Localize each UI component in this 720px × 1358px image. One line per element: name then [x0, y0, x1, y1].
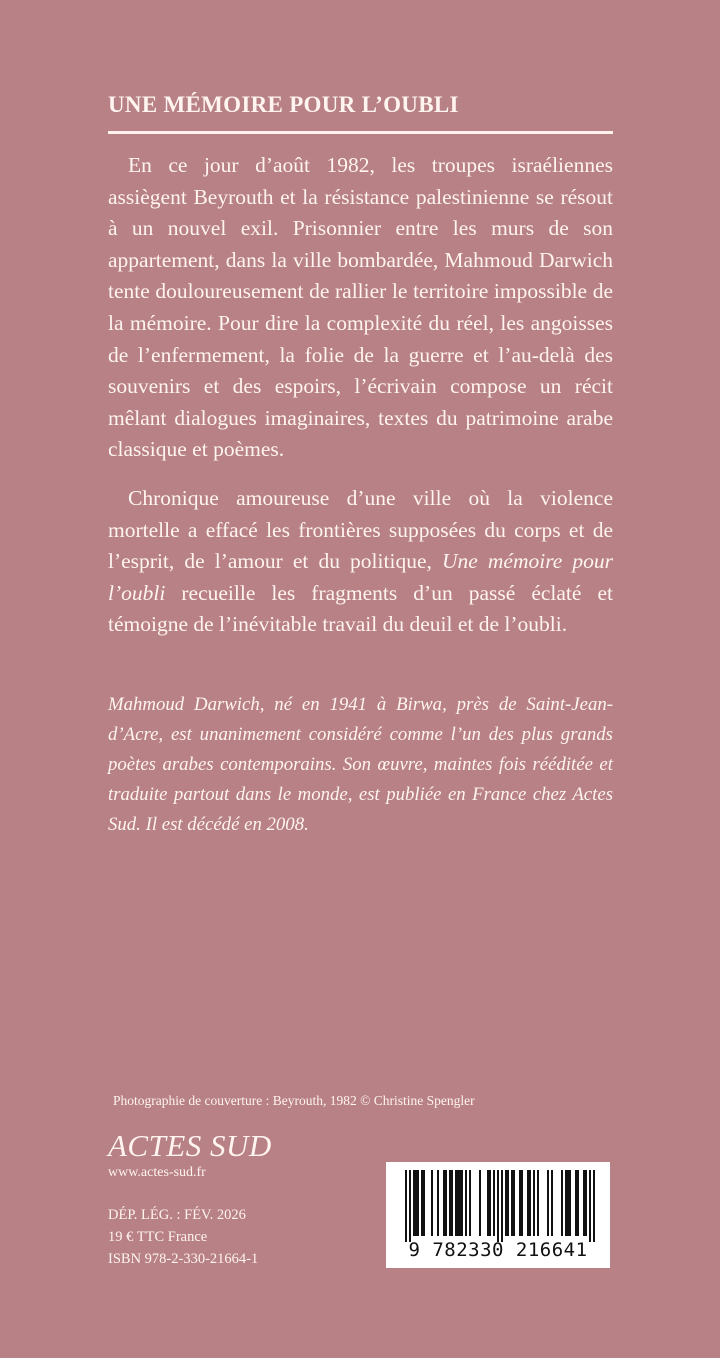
barcode-bar [459, 1170, 461, 1236]
barcode-bar [537, 1170, 539, 1236]
barcode-bar [417, 1170, 419, 1236]
barcode [386, 1162, 610, 1268]
barcode-bar [451, 1170, 453, 1236]
barcode-bar [479, 1170, 481, 1236]
summary-paragraph-2-end: recueille les fragments d’un passé éclaté et témoigne de l’inévitable travail du deuil et de l’oubli. [108, 580, 613, 637]
barcode-bar [505, 1170, 507, 1236]
barcode-bar [501, 1170, 503, 1242]
barcode-digits: 9 782330 216641 [408, 1239, 588, 1261]
barcode-bar [567, 1170, 569, 1236]
barcode-bar [423, 1170, 425, 1236]
barcode-bar [527, 1170, 529, 1236]
barcode-bar [511, 1170, 513, 1236]
barcode-bar [497, 1170, 499, 1242]
barcode-bar [561, 1170, 563, 1236]
barcode-bar [565, 1170, 567, 1236]
photo-credit: Photographie de couverture : Beyrouth, 1982 © Christine Spengler [113, 1093, 475, 1108]
barcode-bar [493, 1170, 495, 1236]
author-bio: Mahmoud Darwich, né en 1941 à Birwa, près de Saint-Jean-d’Acre, est unanimement considéré comme l’un des plus grands poètes arabes contemporains. Son œuvre, maintes fois rééditée et traduite partout dans le monde, est publiée en France chez Actes Sud. Il est décédé en 2008. [108, 694, 613, 835]
barcode-bar [421, 1170, 423, 1236]
barcode-bar [457, 1170, 459, 1236]
barcode-bar [577, 1170, 579, 1236]
title-divider [108, 131, 613, 134]
barcode-bar [449, 1170, 451, 1236]
barcode-bar [551, 1170, 553, 1236]
barcode-bar [575, 1170, 577, 1236]
barcode-bar [521, 1170, 523, 1236]
barcode-bar [513, 1170, 515, 1236]
summary-paragraph-2-title: Une mémoire pour l’oubli [108, 549, 614, 605]
barcode-bar [533, 1170, 535, 1236]
barcode-bar [409, 1170, 411, 1242]
barcode-bar [437, 1170, 439, 1236]
barcode-bar [519, 1170, 521, 1236]
barcode-bar [547, 1170, 549, 1236]
barcode-bar [569, 1170, 571, 1236]
barcode-bar [469, 1170, 471, 1236]
barcode-bar [487, 1170, 489, 1236]
barcode-bar [455, 1170, 457, 1236]
barcode-bar [583, 1170, 585, 1236]
barcode-bar [489, 1170, 491, 1236]
barcode-bar [413, 1170, 415, 1236]
barcode-bar [593, 1170, 595, 1242]
publisher-logo: ACTES SUD [108, 1128, 272, 1163]
legal-deposit: DÉP. LÉG. : FÉV. 2026 [108, 1207, 246, 1223]
barcode-bar [461, 1170, 463, 1236]
barcode-bar [443, 1170, 445, 1236]
publisher-website: www.actes-sud.fr [108, 1165, 206, 1180]
barcode-bar [445, 1170, 447, 1236]
barcode-bar [589, 1170, 591, 1242]
barcode-bar [405, 1170, 407, 1242]
barcode-bar [529, 1170, 531, 1236]
book-title: UNE MÉMOIRE POUR L’OUBLI [108, 92, 459, 117]
summary-paragraph-2-start: Chronique amoureuse d’une ville où la violence mortelle a effacé les frontières supposées du corps et de l’esprit, de l’amour et du politique, [108, 486, 613, 574]
barcode-bar [507, 1170, 509, 1236]
isbn: ISBN 978-2-330-21664-1 [108, 1251, 259, 1267]
barcode-bar [415, 1170, 417, 1236]
barcode-bar [465, 1170, 467, 1236]
barcode-bar [431, 1170, 433, 1236]
price: 19 € TTC France [108, 1229, 208, 1245]
summary-paragraph-2 [108, 483, 613, 641]
barcode-bar [585, 1170, 587, 1236]
summary-paragraph-1: En ce jour d’août 1982, les troupes israéliennes assiègent Beyrouth et la résistance palestinienne se résout à un nouvel exil. Prisonnier entre les murs de son appartement, dans la ville bombardée, Mahmoud Darwich tente douloureusement de rallier le territoire impossible de la mémoire. Pour dire la complexité du réel, les angoisses de l’enfermement, la folie de la guerre et l’au-delà des souvenirs et des espoirs, l’écrivain compose un récit mêlant dialogues imaginaires, textes du patrimoine arabe classique et poèmes. [108, 153, 613, 462]
